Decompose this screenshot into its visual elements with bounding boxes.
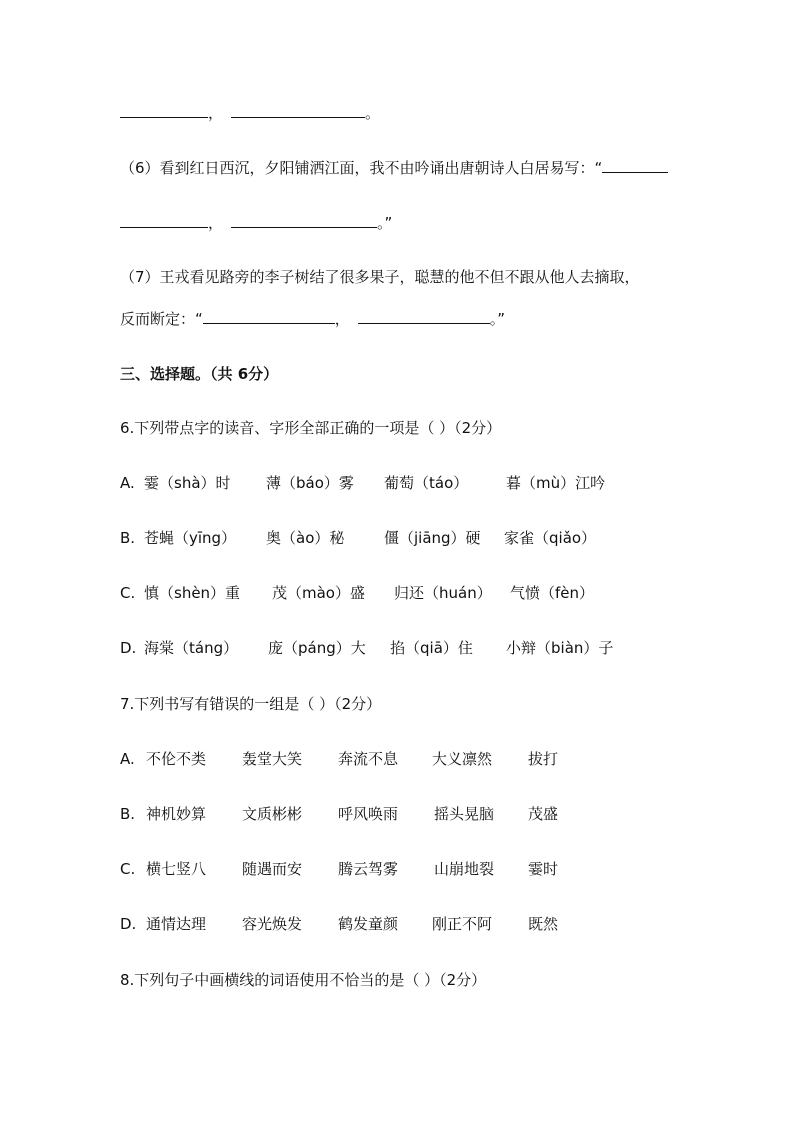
option-item: 僵（jiāng）硬 bbox=[384, 529, 481, 547]
separator: ， bbox=[208, 104, 224, 122]
separator: ， bbox=[334, 310, 350, 328]
option-item: 容光焕发 bbox=[242, 915, 303, 933]
option-item: 通情达理 bbox=[146, 915, 207, 933]
end-mark: 。” bbox=[377, 214, 393, 232]
option-label: A. bbox=[120, 474, 135, 492]
question-6-stem: 6.下列带点字的读音、字形全部正确的一项是（ ）（2分） bbox=[120, 419, 502, 437]
option-item: 拔打 bbox=[528, 750, 559, 768]
q6-option-b[interactable] bbox=[120, 528, 680, 548]
option-item: 呼风唤雨 bbox=[338, 805, 399, 823]
option-item: 霎时 bbox=[528, 860, 559, 878]
end-mark: 。 bbox=[365, 104, 381, 122]
option-label: A. bbox=[120, 750, 135, 768]
option-item: 奥（ào）秘 bbox=[266, 529, 345, 547]
q6-option-d[interactable] bbox=[120, 638, 680, 658]
option-item: 海棠（táng） bbox=[144, 639, 239, 657]
option-item: 鹤发童颜 bbox=[338, 915, 399, 933]
option-item: 摇头晃脑 bbox=[434, 805, 495, 823]
option-item: 神机妙算 bbox=[146, 805, 207, 823]
q7-option-a[interactable] bbox=[120, 749, 680, 769]
answer-blank[interactable] bbox=[358, 309, 490, 324]
answer-blank[interactable] bbox=[120, 103, 208, 118]
option-item: 大义凛然 bbox=[432, 750, 493, 768]
item-text: （7）王戎看见路旁的李子树结了很多果子，聪慧的他不但不跟从他人去摘取， bbox=[120, 268, 640, 286]
question-7-stem: 7.下列书写有错误的一组是（ ）（2分） bbox=[120, 695, 382, 713]
option-item: 霎（shà）时 bbox=[144, 474, 231, 492]
answer-blank[interactable] bbox=[231, 103, 365, 118]
answer-blank[interactable] bbox=[203, 309, 335, 324]
option-item: 山崩地裂 bbox=[434, 860, 495, 878]
item-text: （6）看到红日西沉，夕阳铺洒江面，我不由吟诵出唐朝诗人白居易写：“ bbox=[120, 159, 603, 177]
option-item: 文质彬彬 bbox=[242, 805, 303, 823]
option-item: 横七竖八 bbox=[146, 860, 207, 878]
option-label: B. bbox=[120, 529, 136, 547]
option-item: 苍蝇（yīng） bbox=[144, 529, 237, 547]
option-label: C. bbox=[120, 584, 136, 602]
q7-option-b[interactable] bbox=[120, 804, 680, 824]
answer-blank[interactable] bbox=[120, 213, 208, 228]
question-8-stem: 8.下列句子中画横线的词语使用不恰当的是（ ）（2分） bbox=[120, 971, 487, 989]
option-item: 随遇而安 bbox=[242, 860, 303, 878]
option-item: 家雀（qiǎo） bbox=[504, 529, 597, 547]
option-item: 既然 bbox=[528, 915, 559, 933]
option-label: B. bbox=[120, 805, 136, 823]
fill-line-q5-5 bbox=[120, 103, 380, 123]
option-label: D. bbox=[120, 639, 137, 657]
option-item: 茂（mào）盛 bbox=[272, 584, 365, 602]
q5-item-6-line2 bbox=[120, 213, 392, 233]
section-heading: 三、选择题。（共 6分） bbox=[120, 365, 279, 383]
q6-option-a[interactable] bbox=[120, 473, 680, 493]
answer-blank[interactable] bbox=[231, 213, 377, 228]
option-item: 暮（mù）江吟 bbox=[506, 474, 606, 492]
q7-option-d[interactable] bbox=[120, 914, 680, 934]
q5-item-7-line2 bbox=[120, 309, 505, 329]
option-label: D. bbox=[120, 915, 137, 933]
option-item: 腾云驾雾 bbox=[338, 860, 399, 878]
q6-option-c[interactable] bbox=[120, 583, 680, 603]
option-item: 慎（shèn）重 bbox=[144, 584, 241, 602]
option-item: 小辩（biàn）子 bbox=[506, 639, 614, 657]
end-mark: 。” bbox=[489, 310, 506, 328]
answer-blank[interactable] bbox=[602, 158, 668, 173]
option-item: 气愤（fèn） bbox=[510, 584, 595, 602]
option-item: 刚正不阿 bbox=[432, 915, 493, 933]
option-item: 奔流不息 bbox=[338, 750, 399, 768]
option-label: C. bbox=[120, 860, 136, 878]
option-item: 薄（báo）雾 bbox=[266, 474, 354, 492]
item-text: 反而断定：“ bbox=[120, 310, 203, 328]
option-item: 归还（huán） bbox=[394, 584, 492, 602]
option-item: 轰堂大笑 bbox=[242, 750, 303, 768]
q5-item-7 bbox=[120, 267, 640, 287]
q5-item-6 bbox=[120, 158, 668, 178]
option-item: 不伦不类 bbox=[146, 750, 207, 768]
separator: ， bbox=[208, 214, 224, 232]
option-item: 葡萄（táo） bbox=[384, 474, 469, 492]
option-item: 掐（qiā）住 bbox=[390, 639, 473, 657]
q7-option-c[interactable] bbox=[120, 859, 680, 879]
option-item: 茂盛 bbox=[528, 805, 559, 823]
option-item: 庞（páng）大 bbox=[268, 639, 366, 657]
